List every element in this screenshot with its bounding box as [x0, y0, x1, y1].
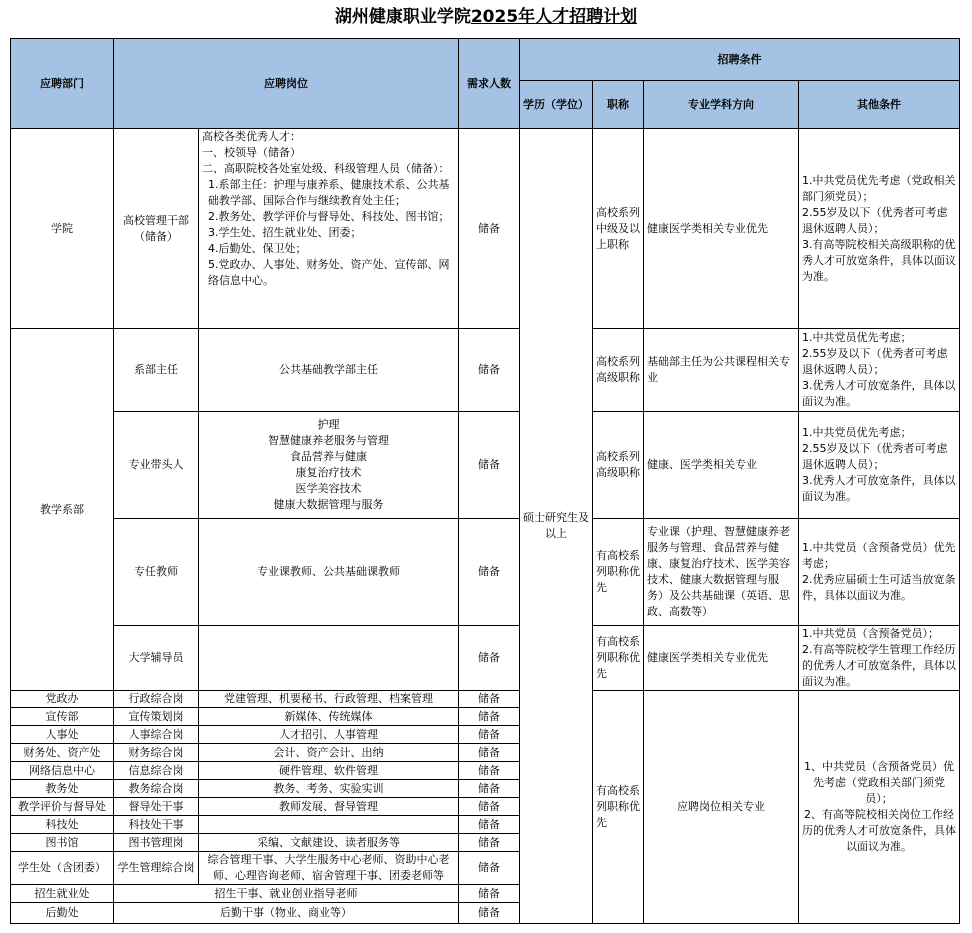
- dept-cell: 党政办: [11, 691, 114, 708]
- position-detail-cell: 教务、考务、实验实训: [199, 780, 459, 798]
- position-cell: 信息综合岗: [114, 762, 199, 780]
- dept-cell: 宣传部: [11, 708, 114, 726]
- count-cell: 储备: [459, 744, 520, 762]
- position-detail-cell: 党建管理、机要秘书、行政管理、档案管理: [199, 691, 459, 708]
- position-cell: 财务综合岗: [114, 744, 199, 762]
- major-cell: 健康、医学类相关专业: [644, 412, 799, 519]
- rank-cell: 有高校系列职称优先: [593, 691, 644, 924]
- rank-cell: 高校系列中级及以上职称: [593, 129, 644, 329]
- count-cell: 储备: [459, 329, 520, 412]
- count-cell: 储备: [459, 798, 520, 816]
- position-detail-cell: 新媒体、传统媒体: [199, 708, 459, 726]
- position-cell: 宣传策划岗: [114, 708, 199, 726]
- dept-cell: 财务处、资产处: [11, 744, 114, 762]
- dept-cell: 教学系部: [11, 329, 114, 691]
- count-cell: 储备: [459, 129, 520, 329]
- position-cell: 教务综合岗: [114, 780, 199, 798]
- dept-cell: 学院: [11, 129, 114, 329]
- position-detail-cell: 综合管理干事、大学生服务中心老师、资助中心老师、心理咨询老师、宿舍管理干事、团委老师等: [199, 852, 459, 885]
- major-cell: 健康医学类相关专业优先: [644, 129, 799, 329]
- other-conditions-cell: 1.中共党员优先考虑； 2.55岁及以下（优秀者可考虑退休返聘人员）； 3.优秀人才可放宽条件，具体以面议为准。: [799, 329, 960, 412]
- position-cell: 专业带头人: [114, 412, 199, 519]
- count-cell: 储备: [459, 780, 520, 798]
- count-cell: 储备: [459, 852, 520, 885]
- position-cell: 人事综合岗: [114, 726, 199, 744]
- dept-cell: 网络信息中心: [11, 762, 114, 780]
- count-cell: 储备: [459, 834, 520, 852]
- major-cell: 基础部主任为公共课程相关专业: [644, 329, 799, 412]
- major-cell: 专业课（护理、智慧健康养老服务与管理、食品营养与健康、康复治疗技术、医学美容技术、健康大数据管理与服务）及公共基础课（英语、思政、高数等）: [644, 519, 799, 626]
- header-major: 专业学科方向: [644, 81, 799, 129]
- position-detail-cell: 会计、资产会计、出纳: [199, 744, 459, 762]
- count-cell: 储备: [459, 626, 520, 691]
- position-detail-cell: [199, 816, 459, 834]
- dept-cell: 科技处: [11, 816, 114, 834]
- header-count: 需求人数: [459, 39, 520, 129]
- position-cell: 系部主任: [114, 329, 199, 412]
- count-cell: 储备: [459, 885, 520, 903]
- other-conditions-cell: 1.中共党员（含预备党员）优先考虑； 2.优秀应届硕士生可适当放宽条件，具体以面议为准。: [799, 519, 960, 626]
- count-cell: 储备: [459, 903, 520, 924]
- page-title: 湖州健康职业学院2025年人才招聘计划: [334, 7, 638, 27]
- table-row: [11, 691, 960, 708]
- other-conditions-cell: 1.中共党员（含预备党员）； 2.有高等院校学生管理工作经历的优秀人才可放宽条件，具体以面议为准。: [799, 626, 960, 691]
- position-detail-cell: 护理 智慧健康养老服务与管理 食品营养与健康 康复治疗技术 医学美容技术 健康大数据管理与服务: [199, 412, 459, 519]
- header-rank: 职称: [593, 81, 644, 129]
- position-detail-cell: 后勤干事（物业、商业等）: [114, 903, 459, 924]
- other-conditions-cell: 1.中共党员优先考虑； 2.55岁及以下（优秀者可考虑退休返聘人员）； 3.优秀人才可放宽条件，具体以面议为准。: [799, 412, 960, 519]
- position-cell: 高校管理干部（储备）: [114, 129, 199, 329]
- position-cell: 学生管理综合岗: [114, 852, 199, 885]
- other-conditions-cell: 1、中共党员（含预备党员）优先考虑（党政相关部门须党员）； 2、有高等院校相关岗位工作经历的优秀人才可放宽条件，具体以面议为准。: [799, 691, 960, 924]
- table-row: [11, 329, 960, 412]
- table-row: [11, 412, 960, 519]
- position-cell: 行政综合岗: [114, 691, 199, 708]
- position-detail-cell: 采编、文献建设、读者服务等: [199, 834, 459, 852]
- position-cell: 大学辅导员: [114, 626, 199, 691]
- table-row: [11, 519, 960, 626]
- major-cell: 健康医学类相关专业优先: [644, 626, 799, 691]
- position-detail-cell: 招生干事、就业创业指导老师: [114, 885, 459, 903]
- major-cell: 应聘岗位相关专业: [644, 691, 799, 924]
- header-other: 其他条件: [799, 81, 960, 129]
- position-detail-cell: 公共基础教学部主任: [199, 329, 459, 412]
- position-cell: 图书管理岗: [114, 834, 199, 852]
- position-detail-cell: 硬件管理、软件管理: [199, 762, 459, 780]
- position-detail-cell: 教师发展、督导管理: [199, 798, 459, 816]
- position-detail-cell: 人才招引、人事管理: [199, 726, 459, 744]
- position-cell: 督导处干事: [114, 798, 199, 816]
- position-detail-cell: 高校各类优秀人才： 一、校领导（储备） 二、高职院校各处室处级、科级管理人员（储备）： 1.系部主任：护理与康养系、健康技术系、公共基础教学部、国际合作与继续教育处主任； 2.教务处、教学评价与督导处、科技处、图书馆； 3.学生处、招生就业处、团委； 4.后勤处、保卫处； 5.党政办、人事处、财务处、资产处、宣传部、网络信息中心。: [199, 129, 459, 329]
- education-cell: 硕士研究生及以上: [520, 129, 593, 924]
- header-dept: 应聘部门: [11, 39, 114, 129]
- dept-cell: 人事处: [11, 726, 114, 744]
- rank-cell: 有高校系列职称优先: [593, 626, 644, 691]
- position-cell: 科技处干事: [114, 816, 199, 834]
- rank-cell: 高校系列高级职称: [593, 412, 644, 519]
- position-detail-cell: [199, 626, 459, 691]
- count-cell: 储备: [459, 691, 520, 708]
- count-cell: 储备: [459, 708, 520, 726]
- dept-cell: 招生就业处: [11, 885, 114, 903]
- table-row: [11, 129, 960, 329]
- count-cell: 储备: [459, 762, 520, 780]
- dept-cell: 教务处: [11, 780, 114, 798]
- position-cell: 专任教师: [114, 519, 199, 626]
- count-cell: 储备: [459, 816, 520, 834]
- header-position: 应聘岗位: [114, 39, 459, 129]
- count-cell: 储备: [459, 519, 520, 626]
- rank-cell: 高校系列高级职称: [593, 329, 644, 412]
- header-education: 学历（学位）: [520, 81, 593, 129]
- dept-cell: 教学评价与督导处: [11, 798, 114, 816]
- recruitment-table: [10, 38, 960, 924]
- other-conditions-cell: 1.中共党员优先考虑（党政相关部门须党员）； 2.55岁及以下（优秀者可考虑退休返聘人员）； 3.有高等院校相关高级职称的优秀人才可放宽条件，具体以面议为准。: [799, 129, 960, 329]
- count-cell: 储备: [459, 412, 520, 519]
- dept-cell: 后勤处: [11, 903, 114, 924]
- count-cell: 储备: [459, 726, 520, 744]
- position-detail-cell: 专业课教师、公共基础课教师: [199, 519, 459, 626]
- dept-cell: 学生处（含团委）: [11, 852, 114, 885]
- rank-cell: 有高校系列职称优先: [593, 519, 644, 626]
- table-row: [11, 626, 960, 691]
- header-conditions: 招聘条件: [520, 39, 960, 81]
- dept-cell: 图书馆: [11, 834, 114, 852]
